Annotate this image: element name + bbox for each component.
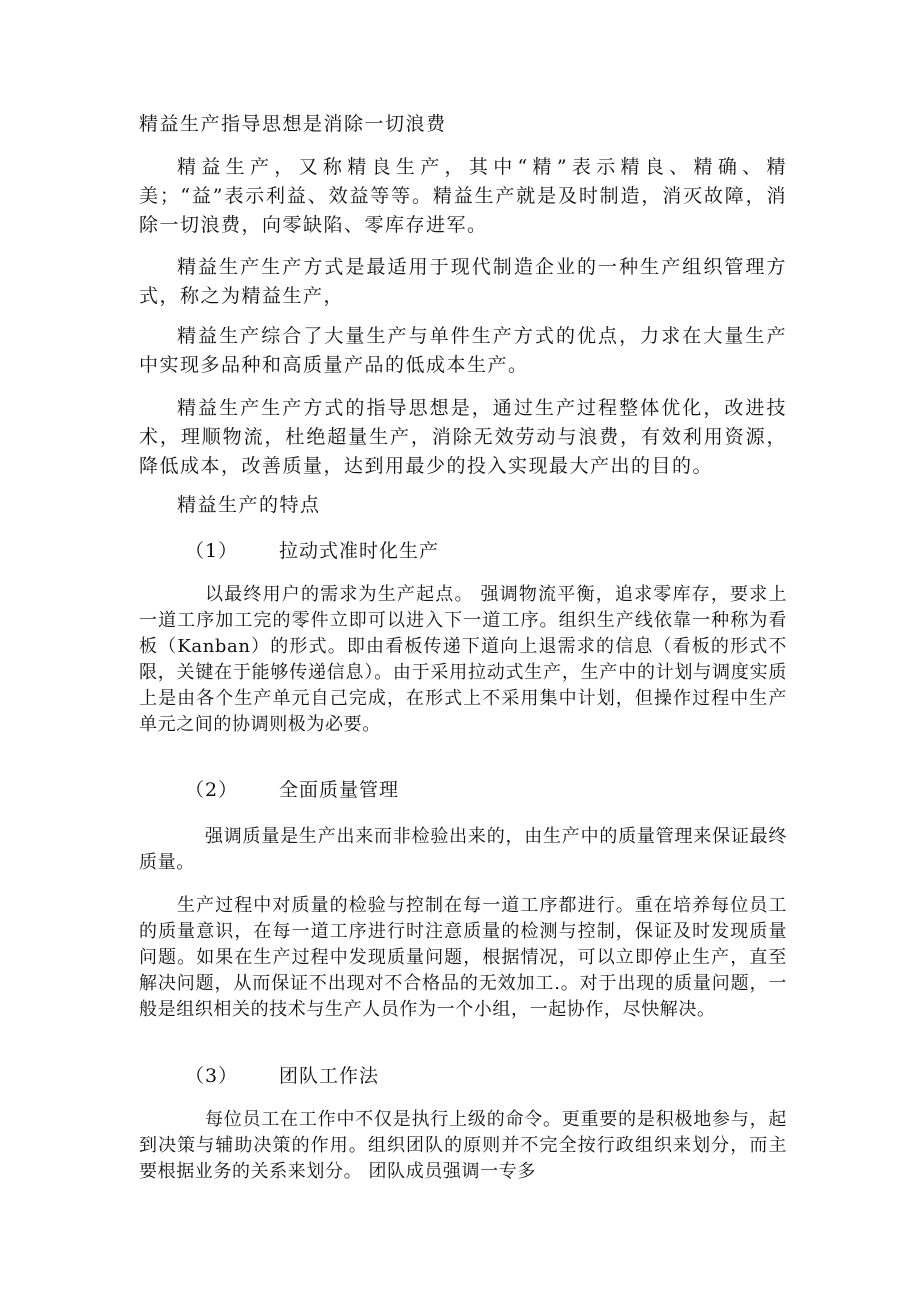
features-heading: 精益生产的特点: [177, 494, 321, 516]
section-title: 全面质量管理: [279, 779, 400, 801]
section-number: （1）: [185, 540, 239, 562]
section-heading-teamwork: [185, 1062, 379, 1091]
paragraph-pull-production: 以最终用户的需求为生产起点。 强调物流平衡，追求零库存，要求上一道工序加工完的零件立即可以进入下一道工序。组织生产线依靠一种称为看板（Kanban）的形式。即由看板传递下道向上退需求的信息（看板的形式不限，关键在于能够传递信息）。由于采用拉动式生产，生产中的计划与调度实质上是由各个生产单元自己完成，在形式上不采用集中计划，但操作过程中生产单元之间的协调则极为必要。: [139, 584, 787, 735]
paragraph-management-method: 精益生产生产方式是最适用于现代制造企业的一种生产组织管理方式，称之为精益生产，: [139, 256, 787, 307]
section-heading-quality-management: [185, 776, 399, 805]
section-title: 拉动式准时化生产: [279, 540, 440, 562]
paragraph-teamwork: 每位员工在工作中不仅是执行上级的命令。更重要的是积极地参与，起到决策与辅助决策的作用。组织团队的原则并不完全按行政组织来划分，而主要根据业务的关系来划分。 团队成员强调一专多: [139, 1109, 787, 1182]
section-heading-pull-production: [185, 537, 439, 566]
paragraph-quality-control: 生产过程中对质量的检验与控制在每一道工序都进行。重在培养每位员工的质量意识，在每一道工序进行时注意质量的检测与控制，保证及时发现质量问题。如果在生产过程中发现质量问题，根据情况，可以立即停止生产，直至解决问题，从而保证不出现对不合格品的无效加工.。对于出现的质量问题，一般是组织相关的技术与生产人员作为一个小组，一起协作，尽快解决。: [139, 895, 787, 1020]
section-number: （2）: [185, 779, 239, 801]
section-number: （3）: [185, 1065, 239, 1087]
document-title: 精益生产指导思想是消除一切浪费: [139, 113, 447, 135]
paragraph-guiding-thought: 精益生产生产方式的指导思想是，通过生产过程整体优化，改进技术，理顺物流，杜绝超量生产，消除无效劳动与浪费，有效利用资源，降低成本，改善质量，达到用最少的投入实现最大产出的目的。: [139, 397, 787, 477]
paragraph-definition: 精益生产，又称精良生产，其中“精”表示精良、精确、精美；“益”表示利益、效益等等。精益生产就是及时制造，消灭故障，消除一切浪费，向零缺陷、零库存进军。: [139, 156, 787, 236]
paragraph-quality-principle: 强调质量是生产出来而非检验出来的，由生产中的质量管理来保证最终质量。: [139, 826, 787, 873]
section-title: 团队工作法: [279, 1065, 380, 1087]
paragraph-advantages: 精益生产综合了大量生产与单件生产方式的优点，力求在大量生产中实现多品种和高质量产品的低成本生产。: [139, 325, 787, 376]
